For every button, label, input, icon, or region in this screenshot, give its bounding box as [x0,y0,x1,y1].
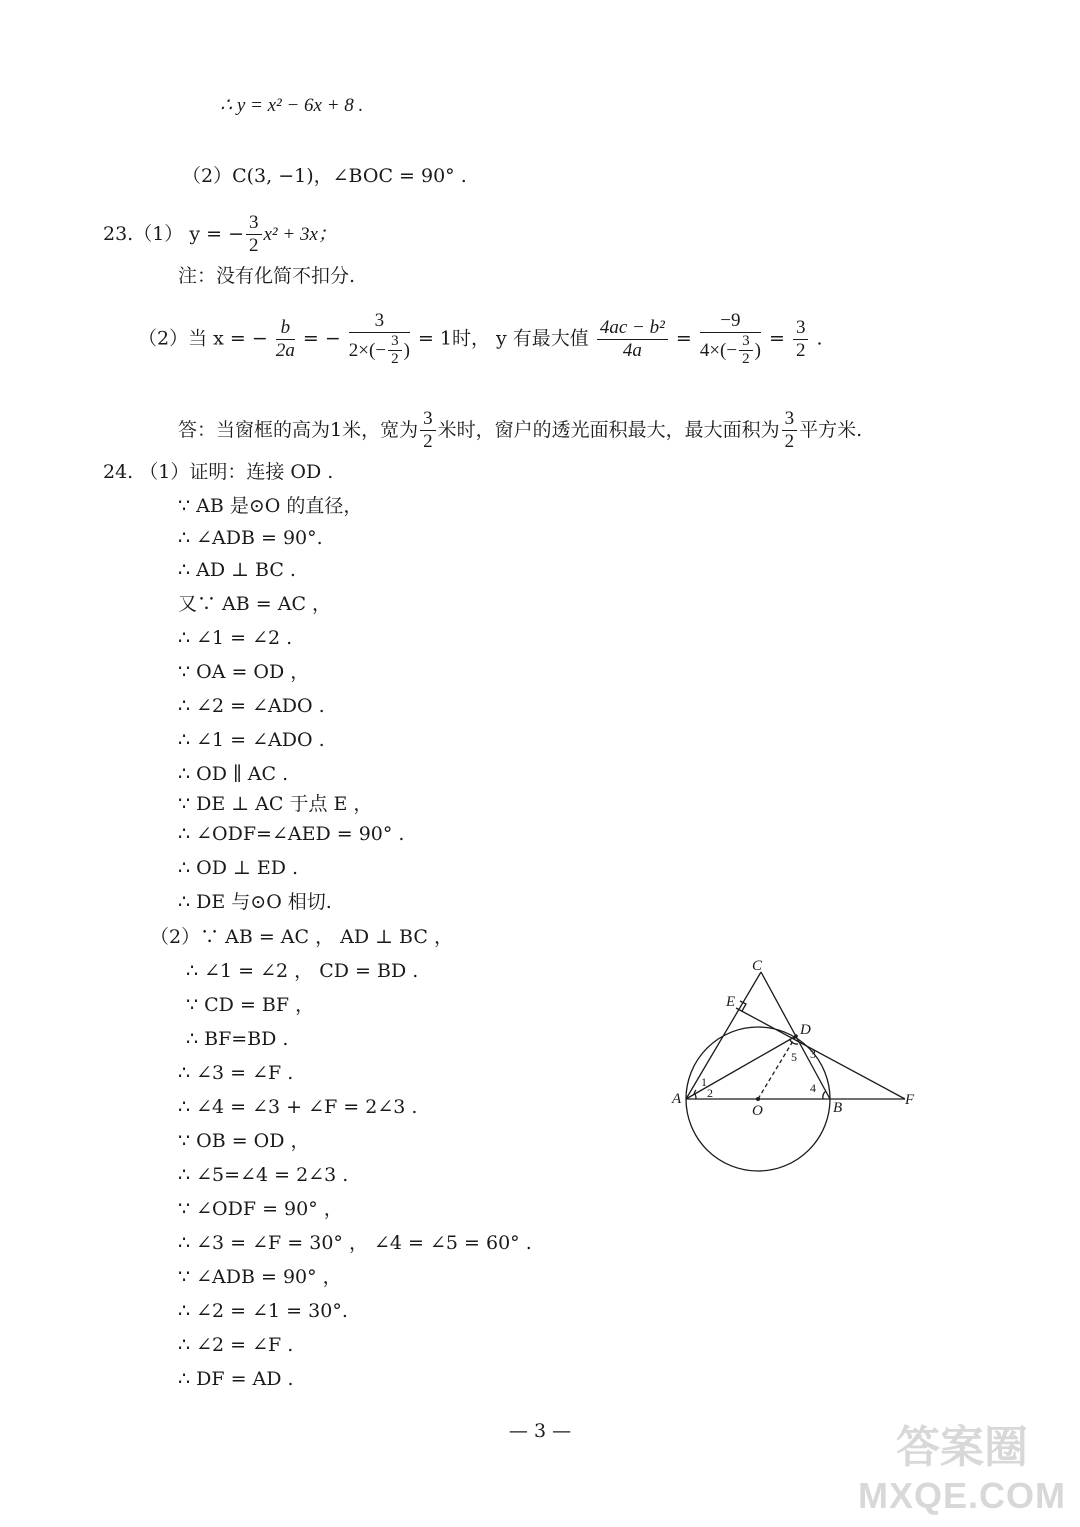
fraction: $\frac{b}{2a}$ [275,316,295,361]
center-point [756,1097,760,1101]
point-d [794,1034,798,1038]
note-line: 注：没有化简不扣分. [178,265,356,287]
angle-mark [823,1091,826,1099]
line-od [758,1036,796,1099]
fraction: $\frac{3}{2}$ [246,212,262,257]
line-ac [686,972,761,1099]
proof-line: ∴ DE 与⊙O 相切. [178,891,332,913]
proof-line: ∵ CD = BF ， [186,994,315,1016]
proof-line: ∴ ∠2 = ∠ADO . [178,695,325,717]
proof-line: ∴ ∠3 = ∠F = 30° ， ∠4 = ∠5 = 60° . [178,1232,532,1254]
geometry-figure [660,950,930,1180]
label-b: B [833,1100,843,1116]
label-d: D [800,1022,811,1038]
proof-line: ∴ OD ∥ AC . [178,763,289,785]
proof-line: ∴ ∠2 = ∠F . [178,1334,294,1356]
angle-mark [695,1094,696,1099]
watermark: 答案圈 MXQE.COM [857,1423,1066,1516]
line-ad [686,1036,796,1099]
proof-line: ∵ OA = OD ， [178,661,310,683]
q23-part1: 23.（1） y = − $\frac{3}{2}$ x² + 3x； [103,212,337,256]
proof-line: ∴ ∠ADB = 90°. [178,527,323,549]
angle-label-2: 2 [707,1086,713,1100]
q23-part2: （2）当 x = − $\frac{b}{2a}$ = − 3 2×(− $\frac{3}{2}$ ) = 1时， y 有最大值 $\frac{\text{4ac − b²}}{4a}$ = −9 4×(− $\frac{3}{2}$ ) = $\frac{3}{2}$ . [138,310,823,368]
proof-line: ∵ ∠ADB = 90° ， [178,1266,342,1288]
proof-line: ∵ AB 是⊙O 的直径， [178,495,363,517]
proof-line: ∴ OD ⊥ ED . [178,857,299,879]
fraction: −9 4×(− $\frac{3}{2}$ ) [699,310,761,368]
proof-line: ∴ ∠ODF=∠AED = 90° . [178,823,405,845]
label-o: O [752,1103,763,1119]
proof-line: ∴ ∠4 = ∠3 + ∠F = 2∠3 . [178,1096,418,1118]
line-ef [736,1008,905,1099]
proof-line: 24. （1）证明：连接 OD . [103,461,334,483]
fraction: $\frac{3}{2}$ [793,317,809,362]
label-f: F [905,1092,915,1108]
label-e: E [726,994,736,1010]
proof-line: ∵ DE ⊥ AC 于点 E ， [178,793,373,815]
label-a: A [672,1091,682,1107]
page-number: — 3 — [508,1420,572,1442]
fraction: 3 2×(− $\frac{3}{2}$ ) [348,310,410,368]
proof-line: ∴ ∠1 = ∠2 ， CD = BD . [186,960,419,982]
proof-line: ∴ ∠1 = ∠ADO . [178,729,325,751]
equation-line: ∴ y = x² − 6x + 8 . [220,95,364,116]
answer-line: （2）C(3, −1)，∠BOC = 90° . [182,165,467,187]
label-c: C [752,958,763,974]
proof-line: （2）∵ AB = AC ， AD ⊥ BC ， [150,926,453,948]
fraction: $\frac{3}{2}$ [782,408,798,453]
angle-label-3: 3 [810,1047,816,1061]
proof-line: ∴ ∠5=∠4 = 2∠3 . [178,1164,349,1186]
proof-line: ∴ ∠1 = ∠2 . [178,627,293,649]
proof-line: ∴ BF=BD . [186,1028,289,1050]
proof-line: ∴ ∠2 = ∠1 = 30°. [178,1300,348,1322]
proof-line: ∴ ∠3 = ∠F . [178,1062,294,1084]
angle-label-5: 5 [791,1050,797,1064]
proof-line: ∵ OB = OD ， [178,1130,310,1152]
proof-line: ∴ DF = AD . [178,1368,294,1390]
fraction: $\frac{\text{4ac − b²}}{4a}$ [597,317,668,362]
angle-label-1: 1 [701,1075,707,1089]
proof-line: 又∵ AB = AC ， [178,593,332,615]
proof-line: ∴ AD ⊥ BC . [178,559,296,581]
answer-sentence: 答：当窗框的高为1米，宽为 $\frac{3}{2}$ 米时，窗户的透光面积最大，最大面积为 $\frac{3}{2}$ 平方米. [178,408,863,452]
angle-label-4: 4 [810,1081,816,1095]
proof-line: ∵ ∠ODF = 90° ， [178,1198,343,1220]
fraction: $\frac{3}{2}$ [420,408,436,453]
